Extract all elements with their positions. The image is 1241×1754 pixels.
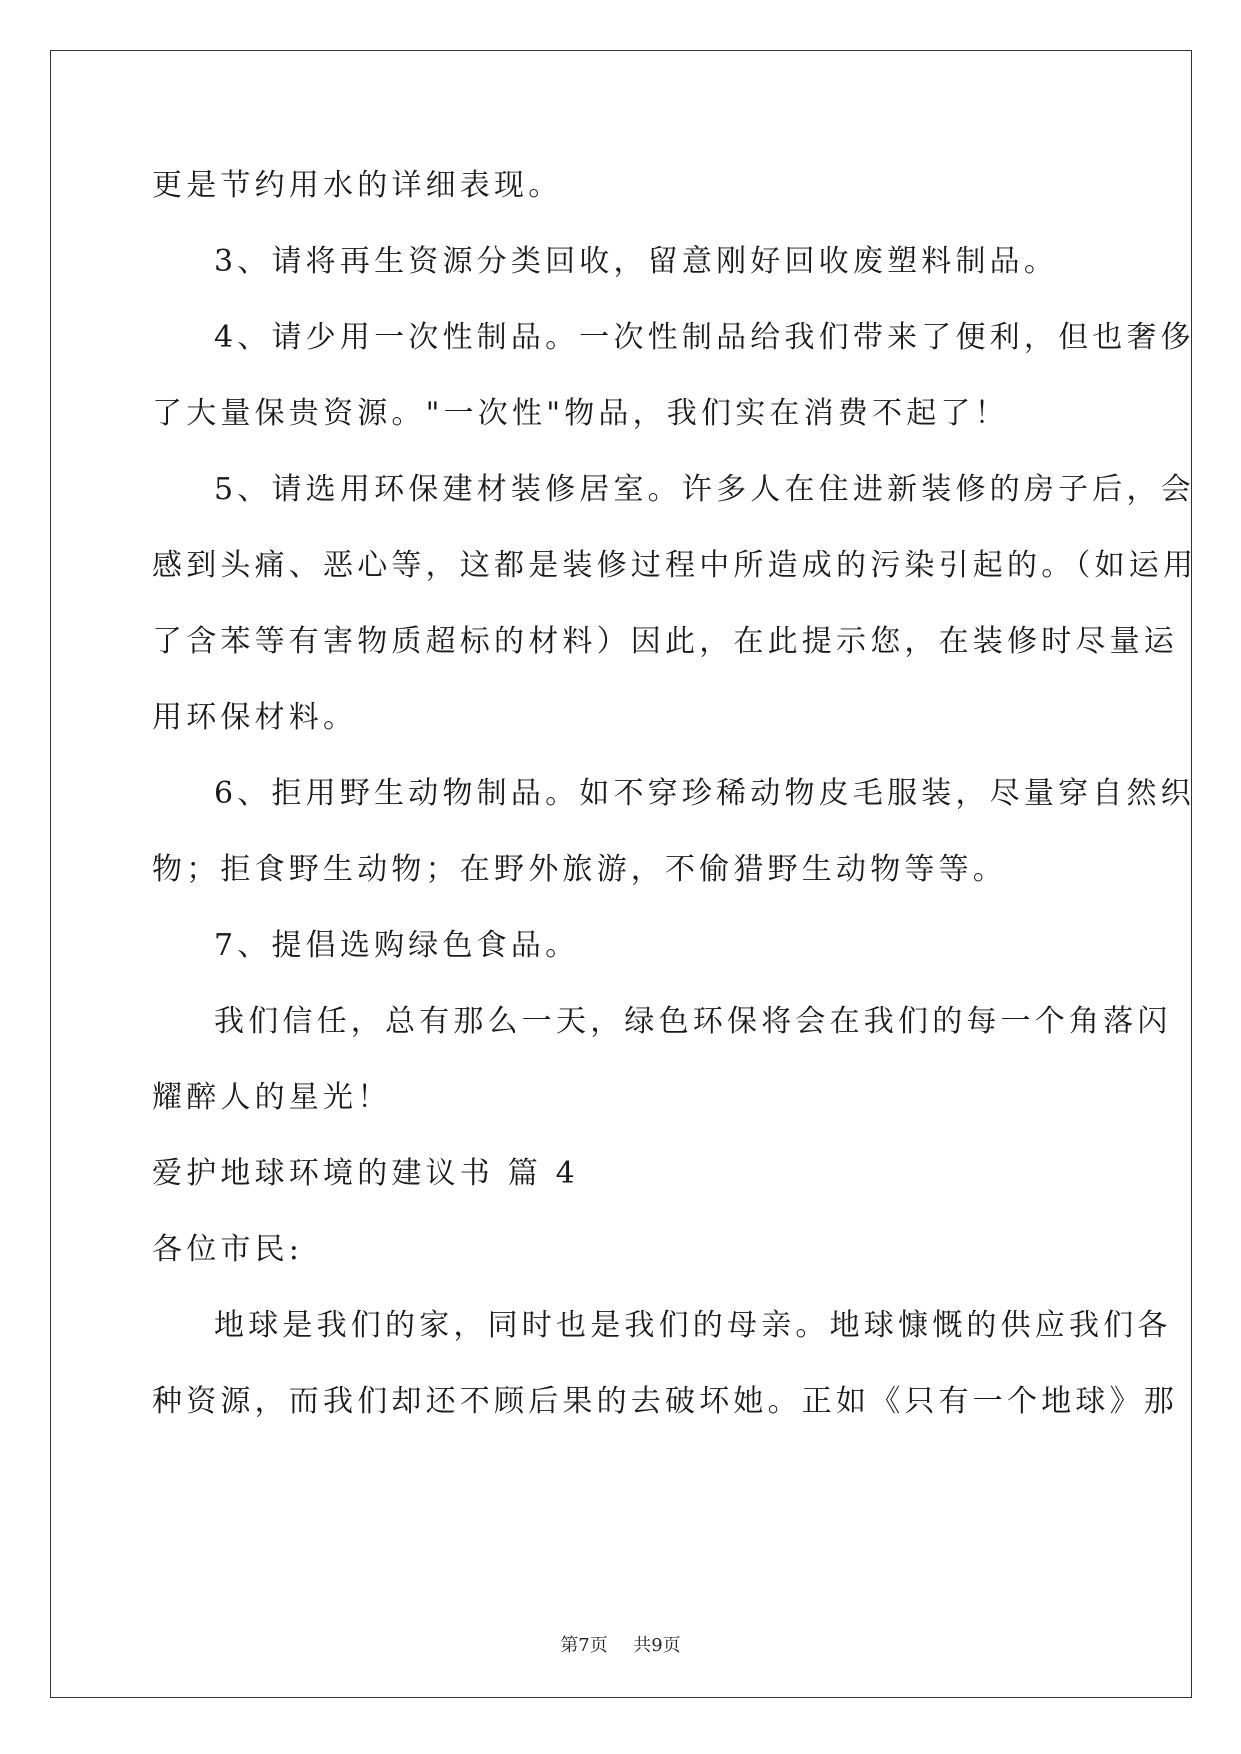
text-line: 3、请将再生资源分类回收，留意刚好回收废塑料制品。 <box>214 244 1059 279</box>
salutation: 各位市民: <box>152 1232 304 1267</box>
total-page-count: 共9页 <box>633 1635 681 1656</box>
text-line: 了含苯等有害物质超标的材料）因此，在此提示您，在装修时尽量运 <box>152 624 1178 659</box>
text-line: 我们信任，总有那么一天，绿色环保将会在我们的每一个角落闪 <box>214 1004 1172 1039</box>
text-line: 地球是我们的家，同时也是我们的母亲。地球慷慨的供应我们各 <box>214 1308 1172 1343</box>
text-line: 种资源，而我们却还不顾后果的去破坏她。正如《只有一个地球》那 <box>152 1384 1178 1419</box>
text-line: 5、请选用环保建材装修居室。许多人在住进新装修的房子后，会 <box>214 472 1195 507</box>
text-line: 耀醉人的星光！ <box>152 1080 392 1115</box>
text-line: 更是节约用水的详细表现。 <box>152 168 563 203</box>
text-line: 7、提倡选购绿色食品。 <box>214 928 580 963</box>
text-line: 物；拒食野生动物；在野外旅游，不偷猎野生动物等等。 <box>152 852 1007 887</box>
section-heading: 爱护地球环境的建议书 篇 4 <box>152 1156 579 1191</box>
page-footer <box>0 1634 1241 1658</box>
text-line: 6、拒用野生动物制品。如不穿珍稀动物皮毛服装，尽量穿自然织 <box>214 776 1195 811</box>
current-page-number: 第7页 <box>560 1635 608 1656</box>
text-line: 4、请少用一次性制品。一次性制品给我们带来了便利，但也奢侈 <box>214 320 1195 355</box>
text-line: 了大量保贵资源。"一次性"物品，我们实在消费不起了！ <box>152 396 1009 431</box>
text-line: 感到头痛、恶心等，这都是装修过程中所造成的污染引起的。（如运用 <box>152 548 1198 583</box>
text-line: 用环保材料。 <box>152 700 358 735</box>
